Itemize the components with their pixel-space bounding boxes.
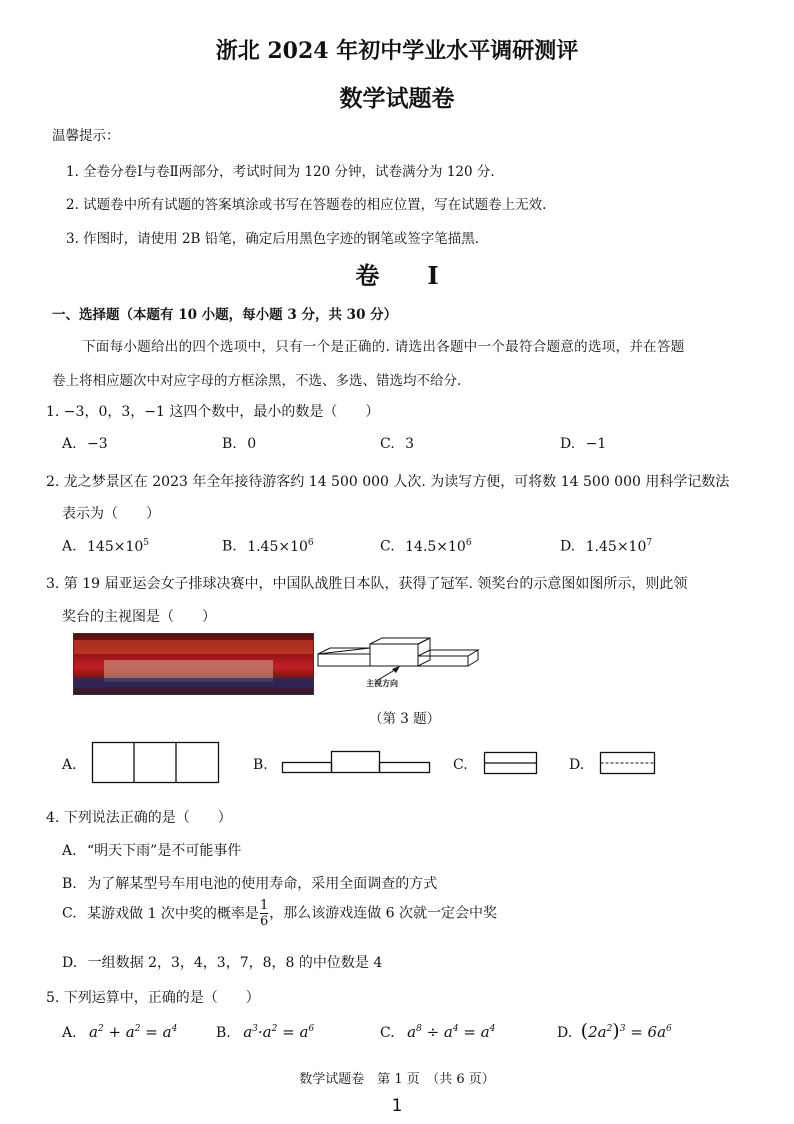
volume-title: 卷 I (355, 261, 439, 290)
q5-option-d (557, 1020, 672, 1042)
option-expression: $(2a^2)^3 = 6a^6$ (580, 1020, 672, 1042)
q2-option-a (62, 538, 149, 555)
probability-fraction (260, 899, 268, 928)
q4-option-d (62, 952, 382, 972)
q1-option-b (222, 436, 256, 452)
q2-option-b (222, 538, 314, 555)
q2-option-d (560, 538, 652, 555)
option-letter: D. (62, 955, 78, 971)
option-exponent: 7 (646, 538, 653, 548)
option-letter: D. (560, 538, 576, 555)
option-letter: B. (216, 1025, 231, 1041)
q1-option-a (62, 436, 108, 452)
option-text: 一组数据 2，3，4，3，7，8，8 的中位数是 4 (87, 955, 383, 971)
option-letter: A. (62, 538, 77, 555)
question-4-stem: 4. 下列说法正确的是（ ） (46, 810, 232, 826)
tip-item: 3. 作图时，请使用 2B 铅笔，确定后用黑色字迹的钢笔或签字笔描黑. (66, 231, 480, 247)
question-3-stem: 奖台的主视图是（ ） (62, 609, 216, 625)
option-text: 1.45×10 (585, 538, 647, 555)
q3-option-a-label: A. (62, 757, 77, 773)
section-instruction: 下面每小题给出的四个选项中，只有一个是正确的. 请选出各题中一个最符合题意的选项，并在答题 (82, 339, 685, 355)
view-direction-label: 主视方向 (366, 679, 398, 688)
podium-diagram (318, 636, 478, 696)
q1-option-c (380, 436, 414, 452)
option-text: 为了解某型号车用电池的使用寿命，采用全面调查的方式 (87, 876, 438, 892)
option-letter: A. (62, 1025, 77, 1041)
option-text: “明天下雨”是不可能事件 (87, 843, 242, 859)
option-letter: A. (62, 436, 77, 452)
option-letter: C. (380, 538, 395, 555)
fraction-numerator: 1 (259, 898, 269, 913)
page-number: 1 (391, 1096, 403, 1116)
option-letter: C. (62, 905, 77, 922)
fraction-denominator: 6 (259, 914, 269, 929)
option-letter: C. (380, 1025, 395, 1041)
q3-option-a-figure (92, 742, 220, 784)
option-letter: A. (62, 843, 77, 859)
option-letter: B. (222, 538, 237, 555)
page-footer: 数学试题卷 第 1 页 （共 6 页） (299, 1072, 495, 1087)
section-heading: 一、选择题（本题有 10 小题，每小题 3 分，共 30 分） (52, 307, 398, 323)
option-letter: D. (560, 436, 576, 452)
q3-option-c-label: C. (453, 757, 468, 773)
option-letter: B. (222, 436, 237, 452)
q3-option-b-label: B. (253, 757, 268, 773)
q4-option-c (62, 899, 497, 928)
option-exponent: 5 (143, 538, 150, 548)
option-text: 某游戏做 1 次中奖的概率是 (87, 905, 259, 922)
tips-heading: 温馨提示： (52, 128, 120, 144)
tip-item: 1. 全卷分卷Ⅰ与卷Ⅱ两部分，考试时间为 120 分钟，试卷满分为 120 分. (66, 164, 495, 180)
option-expression: $a^8 \div a^4 = a^4$ (407, 1023, 496, 1041)
podium-photo (73, 633, 314, 695)
option-text: 145×10 (87, 538, 144, 555)
section-instruction: 卷上将相应题次中对应字母的方框涂黑，不选、多选、错选均不给分. (52, 373, 462, 389)
paper-subtitle: 数学试题卷 (339, 85, 455, 112)
exam-title: 浙北 2024 年初中学业水平调研测评 (215, 38, 579, 64)
option-text: 1.45×10 (247, 538, 308, 555)
option-text: 3 (405, 436, 415, 452)
option-text: −3 (87, 436, 108, 452)
option-expression: $a^3\cdot a^2 = a^6$ (243, 1023, 315, 1041)
option-text: 14.5×10 (405, 538, 466, 555)
q3-option-c-figure (484, 752, 538, 776)
tip-item: 2. 试题卷中所有试题的答案填涂或书写在答题卷的相应位置，写在试题卷上无效. (66, 197, 547, 213)
question-1-stem: 1. −3，0，3，−1 这四个数中，最小的数是（ ） (46, 404, 380, 420)
question-2-stem: 2. 龙之梦景区在 2023 年全年接待游客约 14 500 000 人次. 为读写方便，可将数 14 500 000 用科学记数法 (46, 474, 730, 490)
option-text: ，那么该游戏连做 6 次就一定会中奖 (269, 905, 498, 922)
option-letter: B. (62, 876, 77, 892)
q3-option-d-figure (600, 752, 656, 776)
option-text: −1 (585, 436, 607, 452)
q5-option-b (216, 1023, 314, 1041)
question-2-stem: 表示为（ ） (62, 506, 160, 522)
q1-option-d (560, 436, 606, 452)
q2-option-c (380, 538, 472, 555)
q4-option-a (62, 840, 241, 860)
option-letter: D. (557, 1025, 573, 1041)
question-3-stem: 3. 第 19 届亚运会女子排球决赛中，中国队战胜日本队，获得了冠军. 领奖台的示意图如图所示，则此领 (46, 576, 688, 592)
q3-option-b-figure (282, 751, 432, 775)
option-expression: $a^2 + a^2 = a^4$ (89, 1023, 178, 1041)
option-text: 0 (247, 436, 257, 452)
q5-option-a (62, 1023, 177, 1041)
q4-option-b (62, 873, 437, 893)
q3-option-d-label: D. (569, 757, 585, 773)
option-exponent: 6 (465, 538, 472, 548)
question-5-stem: 5. 下列运算中，正确的是（ ） (46, 990, 260, 1006)
option-exponent: 6 (307, 538, 314, 548)
figure-caption: （第 3 题） (369, 711, 441, 727)
q5-option-c (380, 1023, 495, 1041)
option-letter: C. (380, 436, 395, 452)
